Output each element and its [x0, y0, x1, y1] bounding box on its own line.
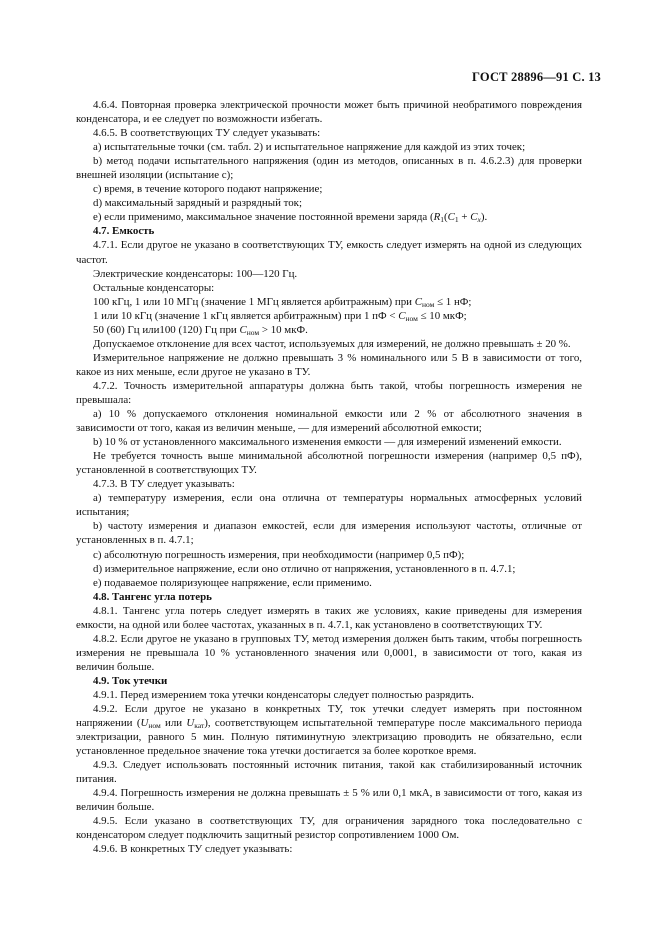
- paragraph: 4.7.2. Точность измерительной аппаратуры должна быть такой, чтобы погрешность измерения не превышала:: [76, 379, 582, 406]
- paragraph: с) время, в течение которого подают напряжение;: [93, 183, 323, 196]
- paragraph: 4.9.2. Если другое не указано в конкретных ТУ, ток утечки следует измерять при постоянном напряжении ($U_{ном}$ или $U_{кат}$), соответствующем испытательной температуре после максимального периода электризации, равного 5 мин. Полную пятиминутную электризацию проводить не обязательно, если установленное предельное значение тока утечки достигается за более короткое время.: [76, 703, 582, 758]
- paragraph: Не требуется точность выше минимальной абсолютной погрешности измерения (например 0,5 пФ), установленной в соответствующих ТУ.: [76, 450, 582, 477]
- paragraph: b) частоту измерения и диапазон емкостей, если для измерения используют частоты, отличные от установленных в п. 4.7.1;: [76, 520, 582, 547]
- paragraph: 4.6.5. В соответствующих ТУ следует указывать:: [93, 127, 321, 140]
- page-header: ГОСТ 28896—91 С. 13: [472, 70, 601, 84]
- paragraph: 100 кГц, 1 или 10 МГц (значение 1 МГц является арбитражным) при $C_{ном} \le 1$ нФ;: [93, 295, 472, 309]
- paragraph: 4.7.1. Если другое не указано в соответствующих ТУ, емкость следует измерять на одной из следующих частот.: [76, 239, 582, 266]
- paragraph: 4.9.4. Погрешность измерения не должна превышать ± 5 % или 0,1 мкА, в зависимости от того, какая из величин больше.: [76, 787, 582, 814]
- paragraph: d) максимальный зарядный и разрядный ток;: [93, 197, 303, 210]
- paragraph: 4.9.3. Следует использовать постоянный источник питания, такой как стабилизированный источник питания.: [76, 759, 582, 786]
- paragraph: а) температуру измерения, если она отлична от температуры нормальных атмосферных условий испытания;: [76, 492, 582, 519]
- paragraph: 4.9.6. В конкретных ТУ следует указывать:: [93, 843, 293, 856]
- paragraph: е) если применимо, максимальное значение постоянной времени заряда ($R_1(C_1 + C_x)$.: [93, 211, 488, 225]
- paragraph: 4.9.5. Если указано в соответствующих ТУ, для ограничения зарядного тока последовательно с конденсатором следует подключить защитный резистор сопротивлением 1000 Ом.: [76, 815, 582, 842]
- paragraph: 50 (60) Гц или100 (120) Гц при $C_{ном} > 10$ мкФ.: [93, 323, 308, 337]
- paragraph: Допускаемое отклонение для всех частот, используемых для измерений, не должно превышать ± 20 %.: [93, 337, 571, 350]
- paragraph: 4.6.4. Повторная проверка электрической прочности может быть причиной необратимого повреждения конденсатора, и ее следует по возможности избегать.: [76, 99, 582, 126]
- paragraph: b) метод подачи испытательного напряжения (один из методов, описанных в п. 4.6.2.3) для проверки внешней изоляции (испытание с);: [76, 155, 582, 182]
- paragraph: а) испытательные точки (см. табл. 2) и испытательное напряжение для каждой из этих точек;: [93, 141, 526, 154]
- paragraph: Электрические конденсаторы: 100—120 Гц.: [93, 267, 298, 280]
- section-heading: 4.8. Тангенс угла потерь: [93, 590, 212, 603]
- paragraph: а) 10 % допускаемого отклонения номинальной емкости или 2 % от абсолютного значения в зависимости от того, какая из величин меньше, — для измерений абсолютной емкости;: [76, 408, 582, 435]
- paragraph: b) 10 % от установленного максимального изменения емкости — для измерений изменений емкости.: [93, 436, 562, 449]
- paragraph: е) подаваемое поляризующее напряжение, если применимо.: [93, 576, 372, 589]
- document-body: [76, 98, 582, 857]
- paragraph: 4.9.1. Перед измерением тока утечки конденсаторы следует полностью разрядить.: [93, 688, 475, 701]
- paragraph: Измерительное напряжение не должно превышать 3 % номинального или 5 В в зависимости от того, какое из них меньше, если другое не указано в ТУ.: [76, 351, 582, 378]
- paragraph: Остальные конденсаторы:: [93, 281, 215, 294]
- paragraph: 1 или 10 кГц (значение 1 кГц является арбитражным) при 1 пФ < $C_{ном} \le 10$ мкФ;: [93, 309, 467, 323]
- paragraph: 4.7.3. В ТУ следует указывать:: [93, 478, 235, 491]
- section-heading: 4.7. Емкость: [93, 225, 155, 238]
- paragraph: с) абсолютную погрешность измерения, при необходимости (например 0,5 пФ);: [93, 548, 465, 561]
- section-heading: 4.9. Ток утечки: [93, 674, 168, 687]
- paragraph: 4.8.2. Если другое не указано в групповых ТУ, метод измерения должен быть таким, чтобы погрешность измерения не превышала 10 % установленного значения или 0,0001, в зависимости от того, какая из величин больше.: [76, 632, 582, 673]
- paragraph: d) измерительное напряжение, если оно отлично от напряжения, установленного в п. 4.7.1;: [93, 562, 516, 575]
- paragraph: 4.8.1. Тангенс угла потерь следует измерять в таких же условиях, какие приведены для измерения емкости, на одной или более частотах, указанных в п. 4.7.1, как установлено в соответствующих ТУ.: [76, 604, 582, 631]
